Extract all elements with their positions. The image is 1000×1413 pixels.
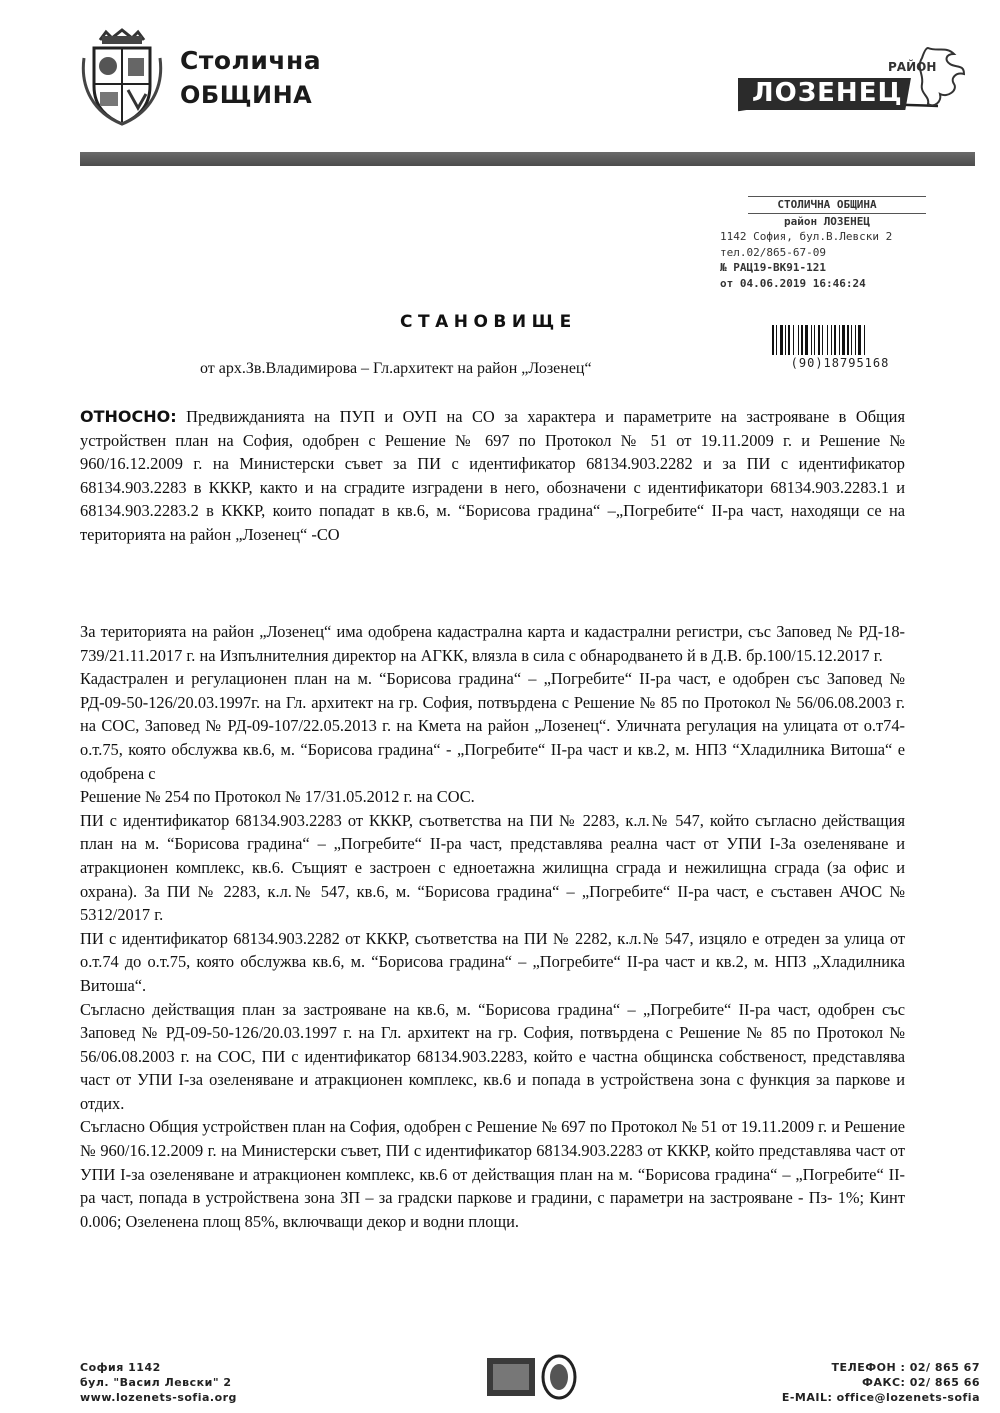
barcode-bar [776,325,777,355]
document-body [80,620,905,1233]
paragraph-4: ПИ с идентификатор 68134.903.2283 от КККР, съответства на ПИ № 2283, к.л.№ 547, който съгласно действащия план на м. “Борисова градина“ – „Погребите“ II-ра част, представлява реална част от УПИ I-За озеленяване и атракционен комплекс, кв.6. Същият е застроен с едноетажна жилищна сграда и нежилищна сграда (за офис и охрана). За ПИ № 2283, к.л.№ 547, кв.6, м. “Борисова градина“ – „Погребите“ II-ра част, е съставен АЧОС № 5312/2017 г. [80,810,905,925]
stamp-org: СТОЛИЧНА ОБЩИНА [777,198,877,211]
footer-city: София 1142 [80,1361,161,1374]
stamp-district: район ЛОЗЕНЕЦ [783,214,871,228]
barcode-bar [839,325,840,355]
barcode-bar [814,325,815,355]
barcode-bar [831,325,832,355]
footer-email: E-MAIL: office@lozenets-sofia [781,1391,980,1404]
barcode-bar [855,325,856,355]
municipality-name [180,44,321,112]
stamp-address: 1142 София, бул.В.Левски 2 [720,230,893,243]
barcode-bar [864,325,865,355]
barcode-bar [798,325,799,355]
paragraph-3: Решение № 254 по Протокол № 17/31.05.2012 г. на СОС. [80,787,475,807]
subject-paragraph [80,405,905,547]
barcode-bar [842,325,845,355]
barcode-number: (90)18795168 [790,356,890,370]
barcode-bar [780,325,783,355]
footer-website: www.lozenets-sofia.org [80,1391,237,1404]
barcode-bar [805,325,808,355]
sofia-coat-of-arms-logo [80,28,165,128]
footer-fax: ФАКС: 02/ 865 66 [862,1376,980,1389]
barcode-bar [788,325,790,355]
municipality-name-line2: ОБЩИНА [180,81,313,109]
barcode-bar [793,325,794,355]
document-author: от арх.Зв.Владимирова – Гл.архитект на район „Лозенец“ [200,360,592,377]
barcode-bar [847,325,849,355]
barcode-bar [834,325,836,355]
footer-address [80,1360,237,1405]
stamp-phone: тел.02/865-67-09 [720,245,826,259]
header-divider-bar [80,152,975,166]
footer-street: бул. "Васил Левски" 2 [80,1376,232,1389]
subject-label: ОТНОСНО: [80,407,177,426]
barcode-bar [811,325,812,355]
lozenets-district-logo [738,38,968,118]
barcode-bar [851,325,852,355]
barcode-bar [785,325,786,355]
paragraph-7: Съгласно Общия устройствен план на София, одобрен с Решение № 697 по Протокол № 51 от 19.11.2009 г. и Решение № 960/16.12.2009 г. на Министерски съвет, ПИ с идентификатор 68134.903.2283 от КККР, който представлява част от УПИ I-за озеленяване и атракционен комплекс, кв.6 от действащия план на м. “Борисова градина“ – „Погребите“ II-ра част, попада в устройствена зона ЗП – за градски паркове и градини, с параметри на застрояване - Пз- 1%; Кинт 0.006; Озеленена площ 85%, включващи декор и водни площи. [80,1117,905,1231]
paragraph-1: За територията на район „Лозенец“ има одобрена кадастрална карта и кадастрални регистри, със Заповед № РД-18-739/21.11.2017 г. на Изпълнителния директор на АГКК, влязла в сила с обнародването й в Д.В. бр.100/15.12.2017 г. [80,622,905,665]
document-title: СТАНОВИЩЕ [400,312,577,332]
stamp-reg-number: № РАЦ19-ВК91-121 [720,261,826,274]
municipality-name-line1: Столична [180,46,322,75]
footer-phone: ТЕЛЕФОН : 02/ 865 67 [831,1361,980,1374]
barcode-bar [822,325,823,355]
district-name-label: ЛОЗЕНЕЦ [752,78,903,108]
registration-stamp [712,196,942,291]
barcode [770,325,910,355]
footer-certification-logos [485,1352,585,1402]
footer-contacts [782,1360,980,1405]
barcode-bar [818,325,820,355]
barcode-bar [801,325,803,355]
stamp-date: от 04.06.2019 16:46:24 [720,276,866,290]
barcode-bar [772,325,774,355]
district-small-label: РАЙОН [888,60,937,74]
subject-text: Предвижданията на ПУП и ОУП на СО за характера и параметрите на застрояване в Общия устройствен план на София, одобрен с Решение № 697 по Протокол № 51 от 19.11.2009 г. и Решение № 960/16.12.2009 г. на Министерски съвет за ПИ с идентификатор 68134.903.2282 и за ПИ с идентификатор 68134.903.2283 в КККР, както и на сградите изградени в него, обозначени с идентификатори 68134.903.2283.1 и 68134.903.2283.2 в КККР, които попадат в кв.6, м. “Борисова градина“ –„Погребите“ II-ра част, находящи се на територията на район „Лозенец“ -СО [80,407,905,544]
paragraph-5: ПИ с идентификатор 68134.903.2282 от КККР, съответства на ПИ № 2282, к.л.№ 547, изцяло е отреден за улица от о.т.74 до о.т.75, която обслужва кв.6, м. “Борисова градина“ – „Погребите“ II-ра част и кв.2, м. НПЗ „Хладилника Витоша“. [80,928,905,995]
barcode-bar [827,325,828,355]
paragraph-2: Кадастрален и регулационен план на м. “Борисова градина“ – „Погребите“ II-ра част, е одобрен със Заповед № РД-09-50-126/20.03.1997г. на Гл. архитект на гр. София, потвърдена с Решение № 85 по Протокол № 56/06.08.2003 г. на СОС, Заповед № РД-09-107/22.05.2013 г. на Кмета на район „Лозенец“. Уличната регулация на улицата от о.т74- о.т.75, която обслужва кв.6, м. “Борисова градина“ - „Погребите“ II-ра част и кв.2, м. НПЗ “Хладилника Витоша“ е одобрена с [80,669,905,783]
paragraph-6: Съгласно действащия план за застрояване на кв.6, м. “Борисова градина“ – „Погребите“ II-ра част, одобрен със Заповед № РД-09-50-126/20.03.1997 г. на Гл. архитект на гр. София, потвърдена с Решение № 85 по Протокол № 56/06.08.2003 г. на СОС, ПИ с идентификатор 68134.903.2283, който е частна общинска собственост, представлява част от УПИ I-за озеленяване и атракционен комплекс, кв.6 и попада в устройствена зона с функция за паркове и отдих. [80,999,905,1113]
barcode-bar [858,325,861,355]
